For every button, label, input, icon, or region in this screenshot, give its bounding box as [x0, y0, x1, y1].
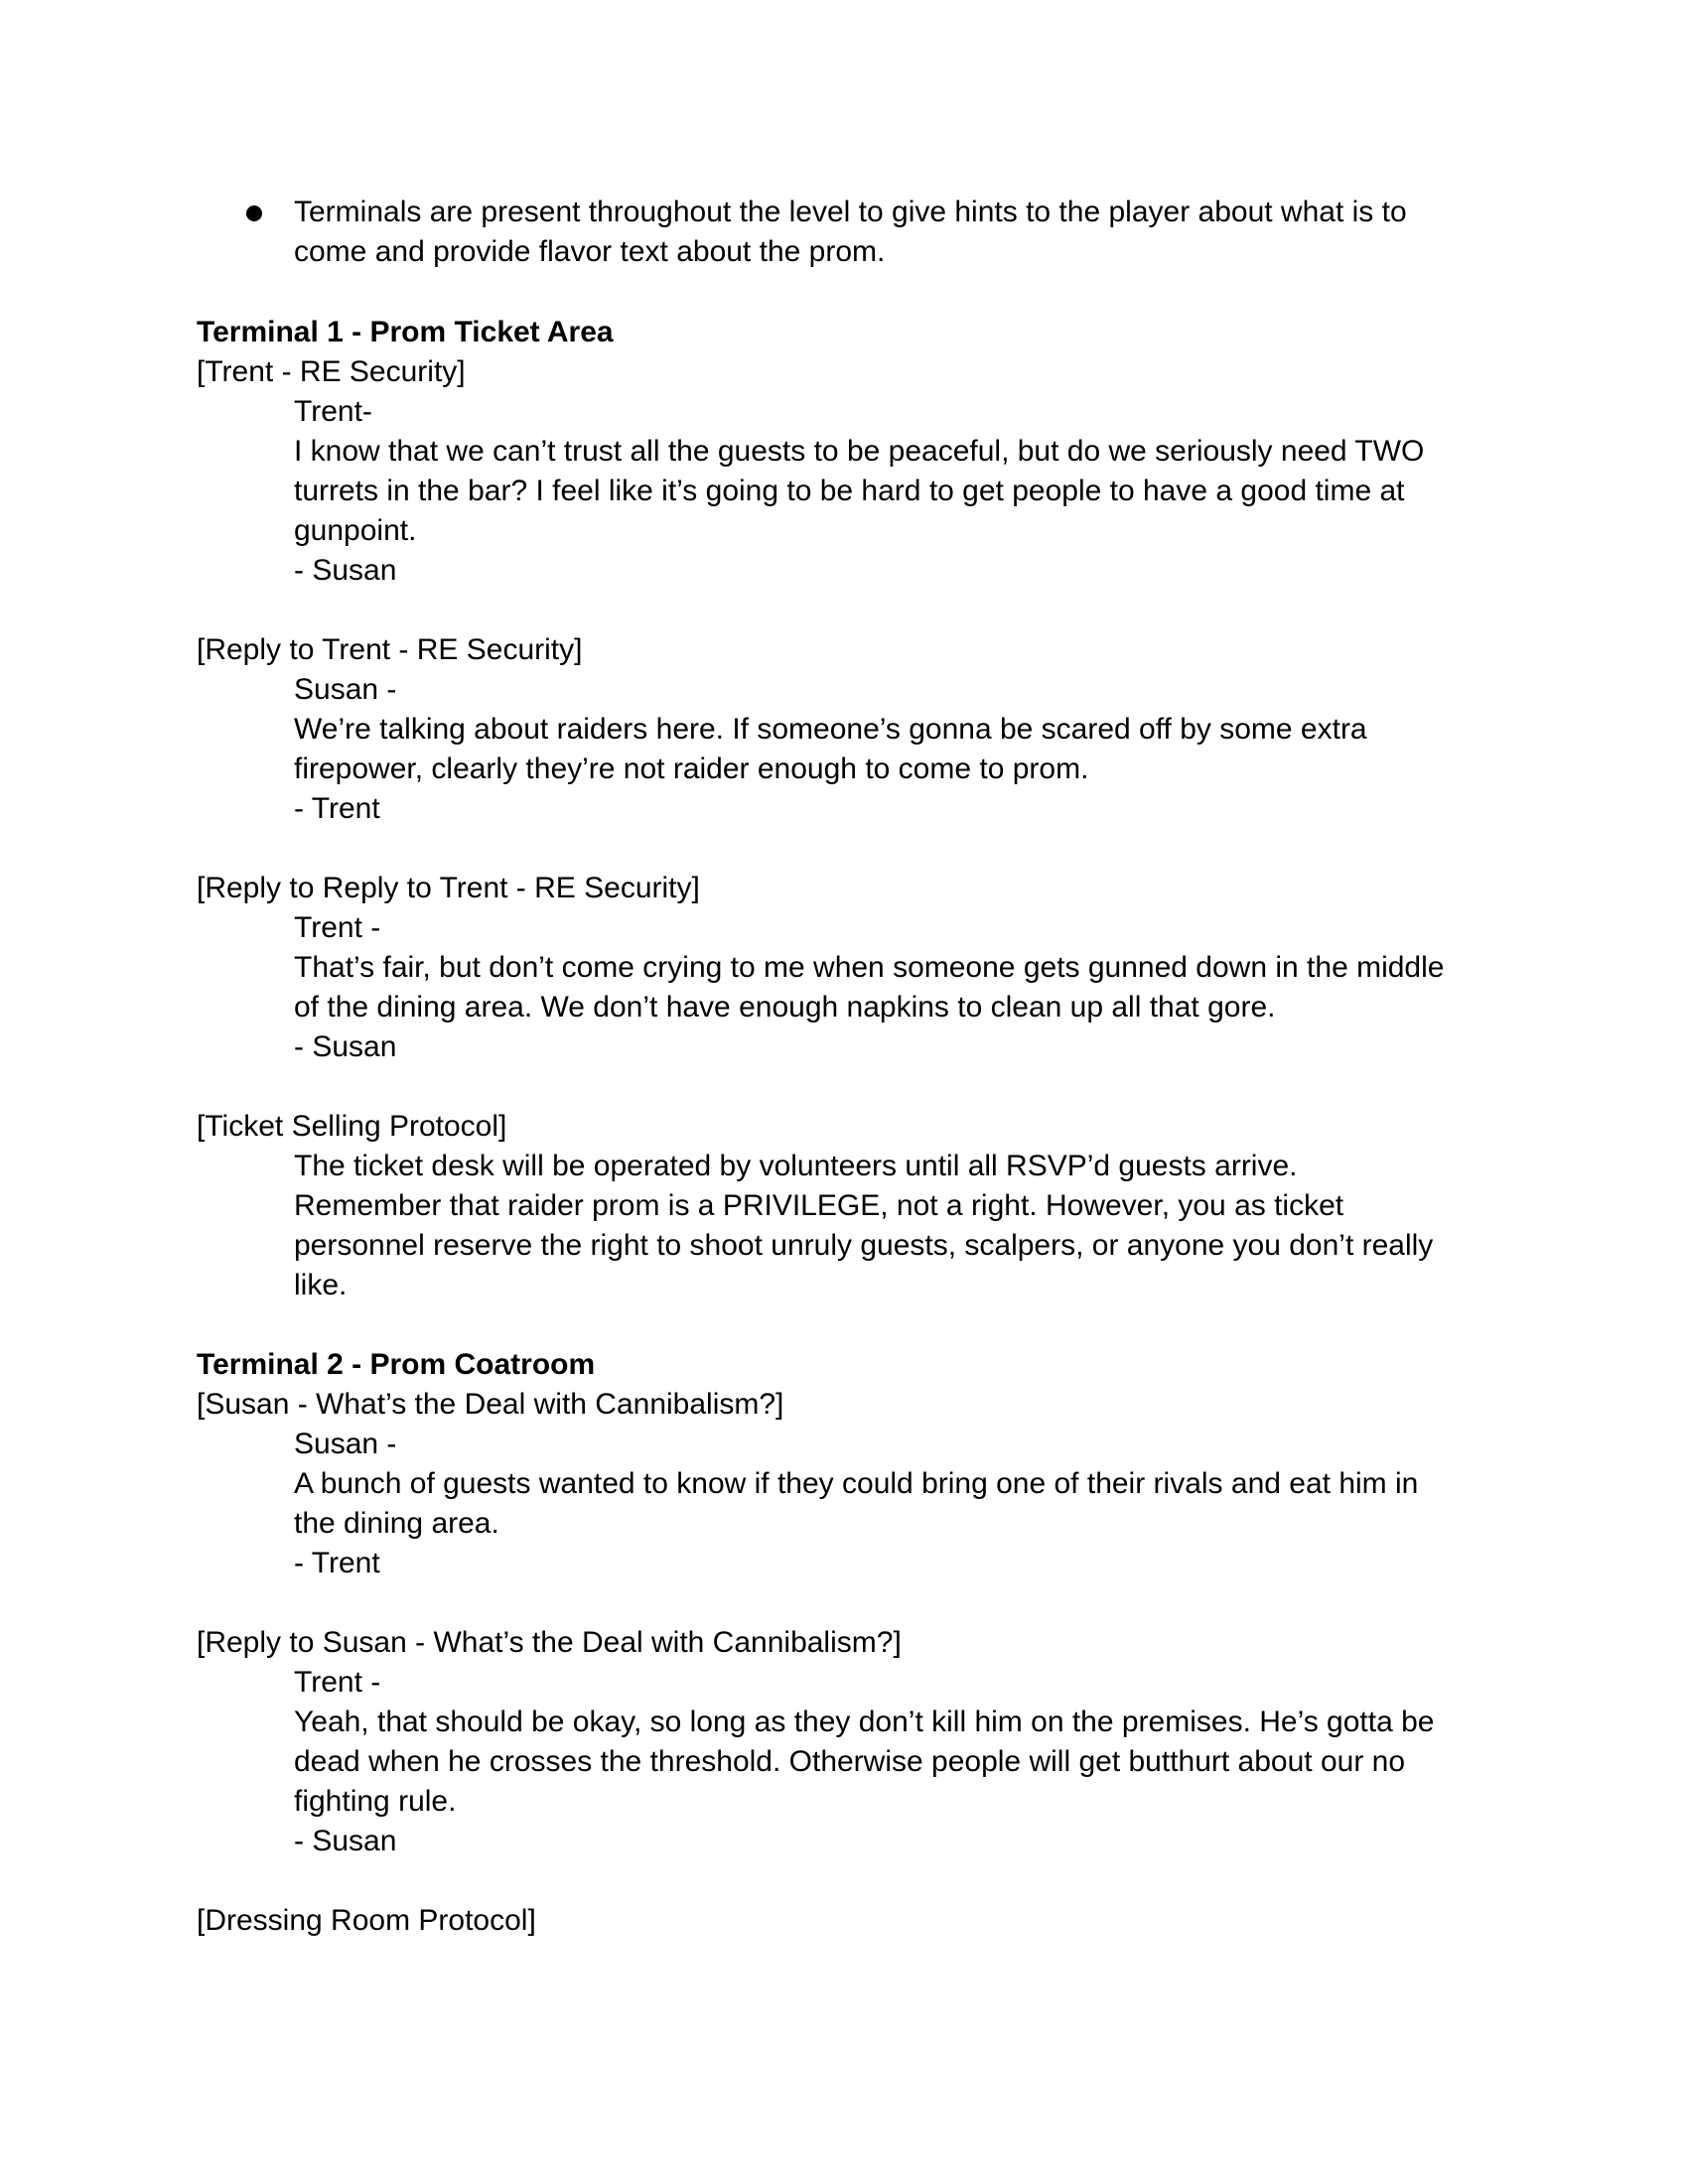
- t1-msg4-body-line: like.: [294, 1269, 348, 1301]
- t1-msg3-subject: [Reply to Reply to Trent - RE Security]: [197, 872, 700, 904]
- t1-msg3-body-line: of the dining area. We don’t have enough napkins to clean up all that gore.: [294, 991, 1276, 1024]
- t2-msg1-subject: [Susan - What’s the Deal with Cannibalism?]: [197, 1388, 784, 1421]
- t2-msg2-signature: - Susan: [294, 1825, 397, 1857]
- t1-msg4-subject: [Ticket Selling Protocol]: [197, 1110, 507, 1143]
- t1-msg2-body-line: firepower, clearly they’re not raider enough to come to prom.: [294, 752, 1089, 785]
- t2-msg2-body-line: dead when he crosses the threshold. Otherwise people will get butthurt about our no: [294, 1745, 1406, 1778]
- t2-msg1-body-line: the dining area.: [294, 1507, 499, 1540]
- t1-msg2-signature: - Trent: [294, 792, 380, 825]
- t1-msg4-body-line: personnel reserve the right to shoot unruly guests, scalpers, or anyone you don’t really: [294, 1229, 1434, 1262]
- t1-msg1-body-line: gunpoint.: [294, 514, 417, 547]
- t1-msg2-subject: [Reply to Trent - RE Security]: [197, 633, 583, 666]
- terminal-1-heading: Terminal 1 - Prom Ticket Area: [197, 316, 614, 348]
- t1-msg4-body-line: Remember that raider prom is a PRIVILEGE, not a right. However, you as ticket: [294, 1189, 1344, 1222]
- t2-msg1-signature: - Trent: [294, 1547, 380, 1579]
- t2-msg1-to: Susan -: [294, 1428, 397, 1460]
- t1-msg2-to: Susan -: [294, 673, 397, 706]
- t1-msg3-signature: - Susan: [294, 1030, 397, 1063]
- t1-msg1-body-line: turrets in the bar? I feel like it’s going to be hard to get people to have a good time at: [294, 475, 1405, 507]
- t1-msg1-to: Trent-: [294, 395, 372, 428]
- t2-msg2-body-line: Yeah, that should be okay, so long as they don’t kill him on the premises. He’s gotta be: [294, 1706, 1435, 1738]
- intro-bullet-line-1: Terminals are present throughout the level to give hints to the player about what is to: [294, 196, 1407, 228]
- t1-msg3-to: Trent -: [294, 911, 381, 944]
- bullet-icon: [246, 205, 262, 221]
- intro-bullet-line-2: come and provide flavor text about the prom.: [294, 235, 886, 268]
- t1-msg1-signature: - Susan: [294, 554, 397, 587]
- t2-msg2-subject: [Reply to Susan - What’s the Deal with Cannibalism?]: [197, 1626, 902, 1659]
- t2-msg1-body-line: A bunch of guests wanted to know if they could bring one of their rivals and eat him in: [294, 1467, 1419, 1500]
- t1-msg2-body-line: We’re talking about raiders here. If someone’s gonna be scared off by some extra: [294, 713, 1367, 746]
- t1-msg3-body-line: That’s fair, but don’t come crying to me when someone gets gunned down in the middle: [294, 951, 1445, 984]
- t1-msg4-body-line: The ticket desk will be operated by volunteers until all RSVP’d guests arrive.: [294, 1150, 1298, 1182]
- t2-msg2-to: Trent -: [294, 1666, 381, 1699]
- t1-msg1-subject: [Trent - RE Security]: [197, 355, 466, 388]
- t2-msg2-body-line: fighting rule.: [294, 1785, 457, 1818]
- terminal-2-heading: Terminal 2 - Prom Coatroom: [197, 1348, 596, 1381]
- t1-msg1-body-line: I know that we can’t trust all the guests to be peaceful, but do we seriously need TWO: [294, 435, 1425, 468]
- t2-msg3-subject: [Dressing Room Protocol]: [197, 1904, 536, 1937]
